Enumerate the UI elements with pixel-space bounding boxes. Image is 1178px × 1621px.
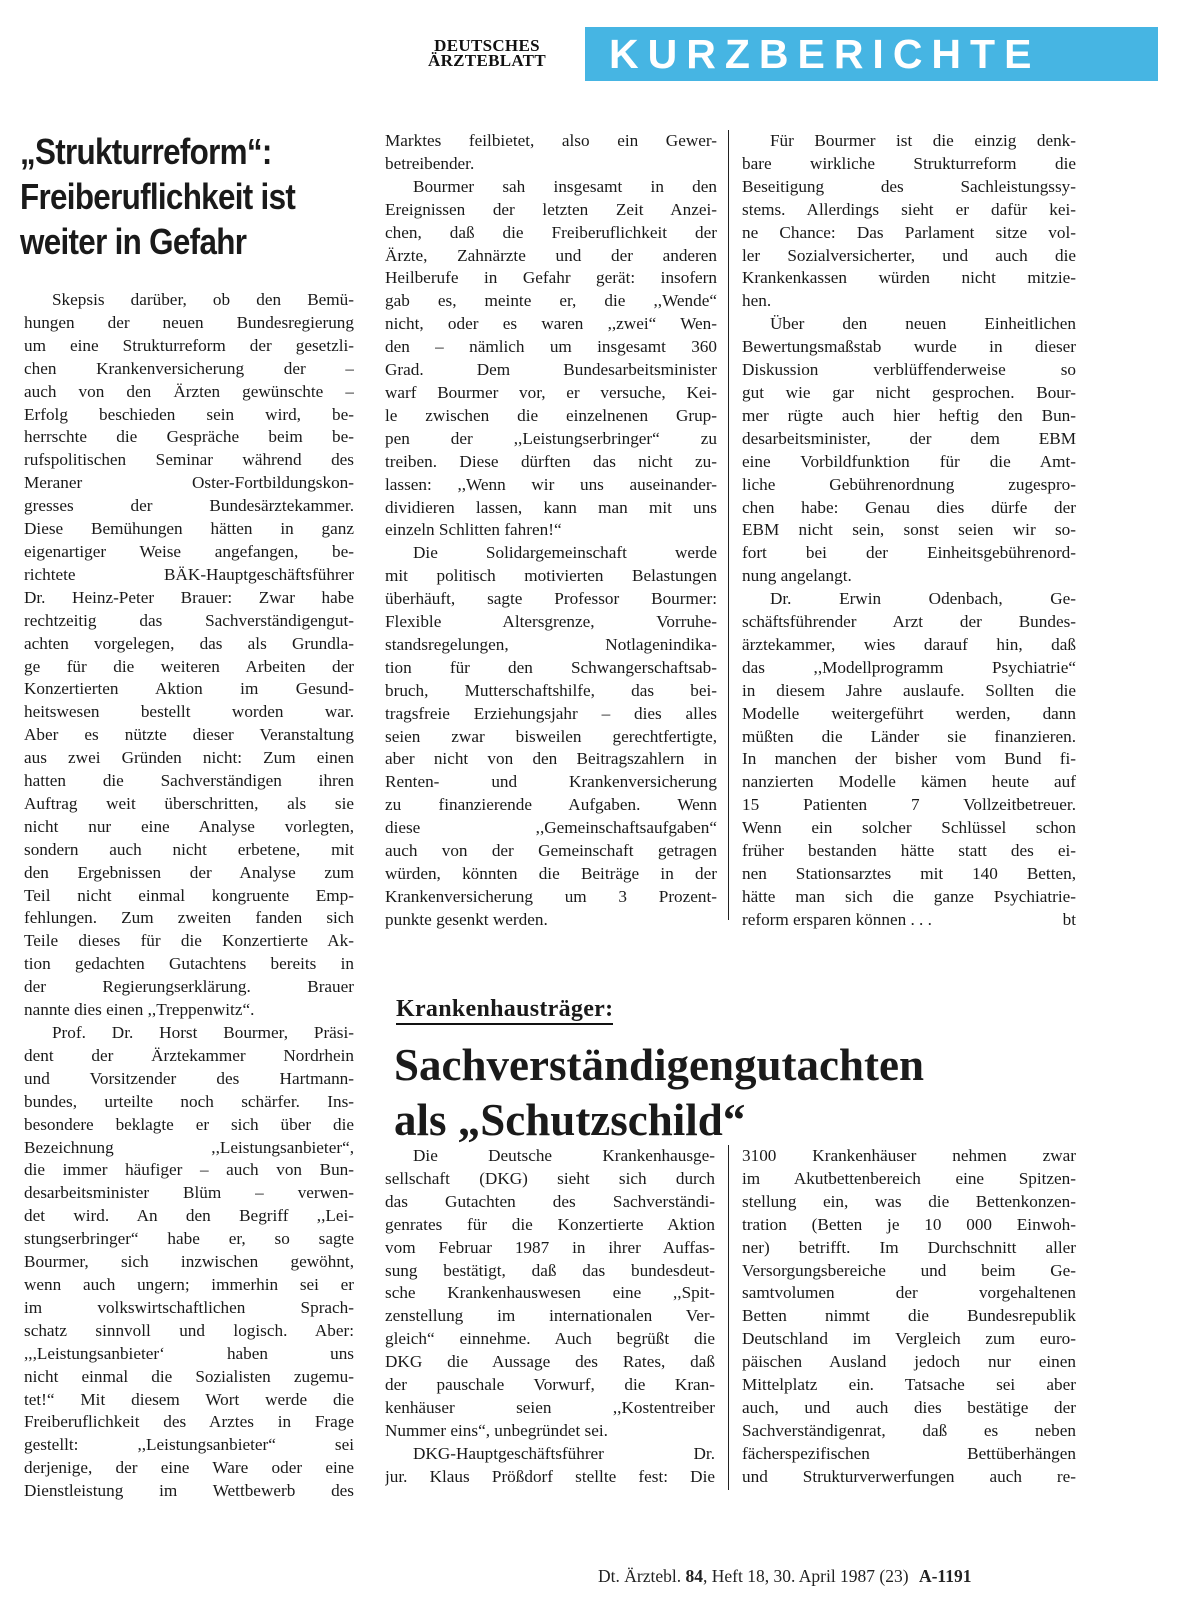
text-line: DKG die Aussage des Rates, daß: [385, 1352, 715, 1372]
text-line: kenhäuser seien ,,Kostentreiber: [385, 1397, 715, 1417]
text-line: im Akutbettenbereich eine Spitzen-: [742, 1168, 1076, 1188]
text-line: herrschte die Gespräche beim be-: [24, 427, 354, 447]
text-line: nicht nur eine Analyse vorlegten,: [24, 816, 354, 836]
text-line: stungserbringer“ habe er, so sagte: [24, 1229, 354, 1249]
text-line: tragsfreie Erziehungsjahr – dies alles: [385, 703, 717, 723]
text-line: Modelle weitergeführt werden, dann: [742, 703, 1076, 723]
text-line: das ,,Modellprogramm Psychiatrie“: [742, 657, 1076, 677]
article2-column-3: [742, 1145, 1076, 1489]
column-rule: [728, 130, 729, 920]
article1-column-2: [385, 130, 717, 932]
text-line: Ärzte, Zahnärzte und der anderen: [385, 245, 717, 265]
text-line: Über den neuen Einheitlichen: [770, 314, 1076, 334]
text-line: eigenartiger Weise angefangen, be-: [24, 541, 354, 561]
text-line: im volkswirtschaftlichen Sprach-: [24, 1297, 354, 1317]
column-rule: [728, 1145, 729, 1490]
text-line: Aber es nützte dieser Veranstaltung: [24, 725, 354, 745]
text-line: Für Bourmer ist die einzig denk-: [770, 131, 1076, 150]
text-line: derjenige, der eine Ware oder eine: [24, 1458, 354, 1478]
text-line: EBM nicht sein, sonst seien wir so-: [742, 520, 1076, 540]
text-line: rechtzeitig das Sachverständigengut-: [24, 610, 354, 630]
text-line: Beseitigung des Sachleistungssy-: [742, 176, 1076, 196]
journal-masthead: [402, 38, 572, 68]
text-line: schäftsführender Arzt der Bundes-: [742, 612, 1076, 632]
text-line: achten vorgelegen, das als Grundla-: [24, 633, 354, 653]
text-line: Skepsis darüber, ob den Bemü-: [52, 290, 354, 309]
text-line: einzeln Schlitten fahren!“: [385, 520, 562, 540]
text-line: hen.: [742, 291, 772, 311]
text-line: jur. Klaus Prößdorf stellte fest: Die: [385, 1466, 715, 1486]
text-line: Erfolg beschieden sein wird, be-: [24, 404, 354, 424]
article2-headline: [394, 1038, 924, 1148]
page-footer: [598, 1566, 971, 1587]
text-line: um eine Strukturreform der gesetzli-: [24, 335, 354, 355]
text-line: Teil nicht einmal kongruente Emp-: [24, 885, 354, 905]
text-line: ärztekammer, wies darauf hin, daß: [742, 634, 1076, 654]
footer-volume: 84: [685, 1566, 703, 1586]
text-line: ge für die weiteren Arbeiten der: [24, 656, 354, 676]
text-line: Flexible Altersgrenze, Vorruhe-: [385, 612, 717, 632]
text-line: tration (Betten je 10 000 Einwoh-: [742, 1214, 1076, 1234]
text-line: nicht, oder es waren ,,zwei“ Wen-: [385, 314, 717, 334]
text-line: Diese Bemühungen hätten in ganz: [24, 519, 354, 539]
text-line: gresses der Bundesärztekammer.: [24, 496, 354, 516]
text-line: hungen der neuen Bundesregierung: [24, 312, 354, 332]
text-line: sung bestätigt, daß das bundesdeut-: [385, 1260, 715, 1280]
text-line: bruch, Mutterschaftshilfe, das bei-: [385, 680, 717, 700]
text-line: desarbeitsminister Blüm – verwen-: [24, 1183, 354, 1203]
text-line: Nummer eins“, unbegründet sei.: [385, 1420, 608, 1440]
headline-line: Sachverständigengutachten: [394, 1040, 925, 1090]
article1-column-3: [742, 130, 1076, 939]
text-line: seien zwar bisweilen gerechtfertigte,: [385, 726, 717, 746]
footer-issue: , Heft 18, 30. April 1987 (23): [702, 1566, 909, 1586]
text-line: nung angelangt.: [742, 566, 852, 586]
text-line: punkte gesenkt werden.: [385, 909, 548, 929]
section-banner: [585, 27, 1158, 81]
masthead-line-1: DEUTSCHES: [434, 36, 540, 55]
text-line: Bewertungsmaßstab wurde in dieser: [742, 337, 1076, 357]
footer-journal: Dt. Ärztebl.: [598, 1566, 682, 1586]
article1-column-1: [24, 289, 354, 1503]
text-line: richtete BÄK-Hauptgeschäftsführer: [24, 564, 354, 584]
text-line: fächerspezifischen Bettüberhängen: [742, 1443, 1076, 1463]
text-line: Freiberuflichkeit des Arztes in Frage: [24, 1412, 354, 1432]
text-line: Die Deutsche Krankenhausge-: [413, 1146, 715, 1165]
text-line: früher bestanden hätte statt des ei-: [742, 841, 1076, 861]
text-line: dent der Ärztekammer Nordrhein: [24, 1045, 354, 1065]
text-line: zenstellung im internationalen Ver-: [385, 1306, 715, 1326]
headline-line: weiter in Gefahr: [20, 221, 247, 262]
text-line: eine Vorbildfunktion für die Amt-: [742, 451, 1076, 471]
text-line: Versorgungsbereiche und beim Ge-: [742, 1260, 1076, 1280]
article2-kicker: Krankenhausträger:: [396, 996, 613, 1025]
text-line: aber nicht von den Beitragszahlern in: [385, 749, 717, 769]
text-line: fehlungen. Zum zweiten fanden sich: [24, 908, 354, 928]
text-line: Marktes feilbietet, also ein Gewer-: [385, 131, 717, 150]
text-line: vom Februar 1987 in ihrer Auffas-: [385, 1237, 715, 1257]
text-line: lassen: ,,Wenn wir uns auseinander-: [385, 474, 717, 494]
text-line: Bourmer, sich inzwischen gewöhnt,: [24, 1252, 354, 1272]
text-line: warf Bourmer vor, er versuche, Kei-: [385, 382, 717, 402]
text-line: Ereignissen der letzten Zeit Anzei-: [385, 199, 717, 219]
text-line: mer rügte auch hier heftig den Bun-: [742, 405, 1076, 425]
text-line: Bourmer sah insgesamt in den: [413, 176, 717, 196]
text-line: genrates für die Konzertierte Aktion: [385, 1214, 715, 1234]
text-line: in diesem Jahre auslaufe. Sollten die: [742, 680, 1076, 700]
text-line: Krankenversicherung um 3 Prozent-: [385, 886, 717, 906]
text-line: det wird. An den Begriff ,,Lei-: [24, 1206, 354, 1226]
text-line: würden, könnten die Beiträge in der: [385, 864, 717, 883]
text-line: ler Sozialversicherter, und auch die: [742, 245, 1076, 265]
text-line: mit politisch motivierten Belastungen: [385, 566, 717, 586]
text-line: Grad. Dem Bundesarbeitsminister: [385, 360, 717, 380]
headline-line: als „Schutzschild“: [394, 1095, 746, 1145]
text-line: tion gedachten Gutachtens bereits in: [24, 954, 354, 974]
text-line: liche Gebührenordnung zugespro-: [742, 474, 1076, 494]
headline-line: „Strukturreform“:: [20, 131, 272, 172]
text-line: zu finanzierende Aufgaben. Wenn: [385, 795, 717, 815]
text-line: rufspolitischen Seminar während des: [24, 450, 354, 470]
text-line: der pauschale Vorwurf, die Kran-: [385, 1375, 715, 1395]
text-line: chen habe: Genau dies dürfe der: [742, 497, 1076, 517]
text-line: hatten die Sachverständigen ihren: [24, 771, 354, 791]
text-line: reform ersparen können . . .: [742, 909, 932, 929]
text-line: Dienstleistung im Wettbewerb des: [24, 1481, 354, 1501]
text-line: ,,,Leistungsanbieter‘ haben uns: [24, 1343, 354, 1363]
text-line: den Ergebnissen der Analyse zum: [24, 862, 354, 882]
text-line: DKG-Hauptgeschäftsführer Dr.: [413, 1443, 715, 1463]
text-line: pen der ,,Leistungserbringer“ zu: [385, 428, 717, 448]
text-line: treiben. Diese dürften das nicht zu-: [385, 451, 717, 471]
text-line: fort bei der Einheitsgebührenord-: [742, 543, 1076, 563]
text-line: betreibender.: [385, 153, 475, 173]
text-line: Heilberufe in Gefahr gerät: insofern: [385, 268, 717, 288]
text-line: auch, und auch dies bestätige der: [742, 1397, 1076, 1417]
text-line: dividieren lassen, kann man mit uns: [385, 497, 717, 517]
text-line: nannte dies einen ,,Treppenwitz“.: [24, 1000, 255, 1020]
text-line: Dr. Heinz-Peter Brauer: Zwar habe: [24, 587, 354, 607]
text-line: diese ,,Gemeinschaftsaufgaben“: [385, 818, 717, 838]
text-line: le zwischen die einzelnenen Grup-: [385, 405, 717, 425]
text-line: standsregelungen, Notlagenindika-: [385, 634, 717, 654]
text-line: und Vorsitzender des Hartmann-: [24, 1068, 354, 1088]
text-line: Teile dieses für die Konzertierte Ak-: [24, 931, 354, 951]
text-line: Sachverständigenrat, daß es neben: [742, 1420, 1076, 1440]
text-line: nen Stationsarztes mit 140 Betten,: [742, 864, 1076, 883]
text-line: Deutschland im Vergleich zum euro-: [742, 1329, 1076, 1349]
text-line: heitswesen bestellt worden war.: [24, 702, 354, 722]
text-line: gleich“ einnehme. Auch begrüßt die: [385, 1329, 715, 1349]
text-line: Diskussion verblüffenderweise so: [742, 360, 1076, 380]
text-line: bt: [1062, 909, 1076, 929]
text-line: sellschaft (DKG) sieht sich durch: [385, 1168, 715, 1188]
text-line: wenn auch ungern; immerhin sei er: [24, 1274, 354, 1294]
text-line: gab es, meinte er, die ,,Wende“: [385, 291, 717, 311]
text-line: chen, daß die Freiberuflichkeit der: [385, 222, 717, 242]
text-line: desarbeitsminister, der dem EBM: [742, 428, 1076, 448]
text-line: Prof. Dr. Horst Bourmer, Präsi-: [52, 1023, 354, 1042]
text-line: Dr. Erwin Odenbach, Ge-: [770, 589, 1076, 609]
text-line: Wenn ein solcher Schlüssel schon: [742, 818, 1076, 838]
text-line: sondern auch nicht erbetene, mit: [24, 839, 354, 859]
text-line: nanzierten Modelle kämen heute auf: [742, 772, 1076, 792]
text-line: tion für den Schwangerschaftsab-: [385, 657, 717, 677]
text-line: samtvolumen der vorgehaltenen: [742, 1283, 1076, 1303]
text-line: bare wirkliche Strukturreform die: [742, 153, 1076, 173]
text-line: sche Krankenhauswesen eine ,,Spit-: [385, 1283, 715, 1303]
text-line: gut wie gar nicht gesprochen. Bour-: [742, 382, 1076, 402]
text-line: 3100 Krankenhäuser nehmen zwar: [742, 1146, 1076, 1165]
text-line: Die Solidargemeinschaft werde: [413, 543, 717, 563]
text-line: ner) betrifft. Im Durchschnitt aller: [742, 1237, 1076, 1257]
text-line: aus zwei Gründen nicht: Zum einen: [24, 748, 354, 768]
headline-line: Freiberuflichkeit ist: [20, 176, 296, 217]
text-line: überhäuft, sagte Professor Bourmer:: [385, 589, 717, 609]
text-line: Meraner Oster-Fortbildungskon-: [24, 473, 354, 493]
text-line: Bezeichnung ,,Leistungsanbieter“,: [24, 1137, 354, 1157]
text-line: stellung ein, was die Bettenkonzen-: [742, 1191, 1076, 1211]
masthead-line-2: ÄRZTEBLATT: [428, 51, 546, 70]
article1-headline: [20, 129, 326, 264]
text-line: den – nämlich um insgesamt 360: [385, 337, 717, 357]
text-line: 15 Patienten 7 Vollzeitbetreuer.: [742, 795, 1076, 815]
text-line: und Strukturverwerfungen auch re-: [742, 1466, 1076, 1486]
text-line: bundes, urteilte noch schärfer. Ins-: [24, 1091, 354, 1111]
text-line: der Regierungserklärung. Brauer: [24, 977, 354, 997]
text-line: In manchen der bisher vom Bund fi-: [742, 749, 1076, 769]
text-line: müßten die Länder sie finanzieren.: [742, 726, 1076, 746]
text-line: Konzertierten Aktion im Gesund-: [24, 679, 354, 699]
section-banner-label: KURZBERICHTE: [609, 31, 1041, 77]
text-line: stems. Allerdings sieht er dafür kei-: [742, 199, 1076, 219]
text-line: besondere beklagte er sich über die: [24, 1114, 354, 1134]
text-line: die immer häufiger – auch von Bun-: [24, 1160, 354, 1180]
text-line: Krankenkassen würden nicht mitzie-: [742, 268, 1076, 288]
footer-page-number: A-1191: [918, 1566, 972, 1586]
text-line: hätte man sich die ganze Psychiatrie-: [742, 886, 1076, 906]
text-line: das Gutachten des Sachverständi-: [385, 1191, 715, 1211]
text-line: Auftrag weit überschritten, als sie: [24, 793, 354, 813]
text-line: nicht einmal die Sozialisten zugemu-: [24, 1366, 354, 1386]
text-line: Renten- und Krankenversicherung: [385, 772, 717, 792]
text-line: auch von der Gemeinschaft getragen: [385, 841, 717, 861]
text-line: schatz sinnvoll und logisch. Aber:: [24, 1320, 354, 1340]
text-line: Mittelplatz ein. Tatsache sei aber: [742, 1375, 1076, 1395]
text-line: tet!“ Mit diesem Wort werde die: [24, 1389, 354, 1409]
article2-column-2: [385, 1145, 715, 1489]
text-line: Betten nimmt die Bundesrepublik: [742, 1306, 1076, 1326]
text-line: päischen Ausland jedoch nur einen: [742, 1352, 1076, 1372]
text-line: gestellt: ,,Leistungsanbieter“ sei: [24, 1435, 354, 1455]
text-line: auch von den Ärzten gewünschte –: [24, 381, 354, 401]
text-line: ne Chance: Das Parlament sitze vol-: [742, 222, 1076, 242]
text-line: chen Krankenversicherung der –: [24, 358, 354, 378]
